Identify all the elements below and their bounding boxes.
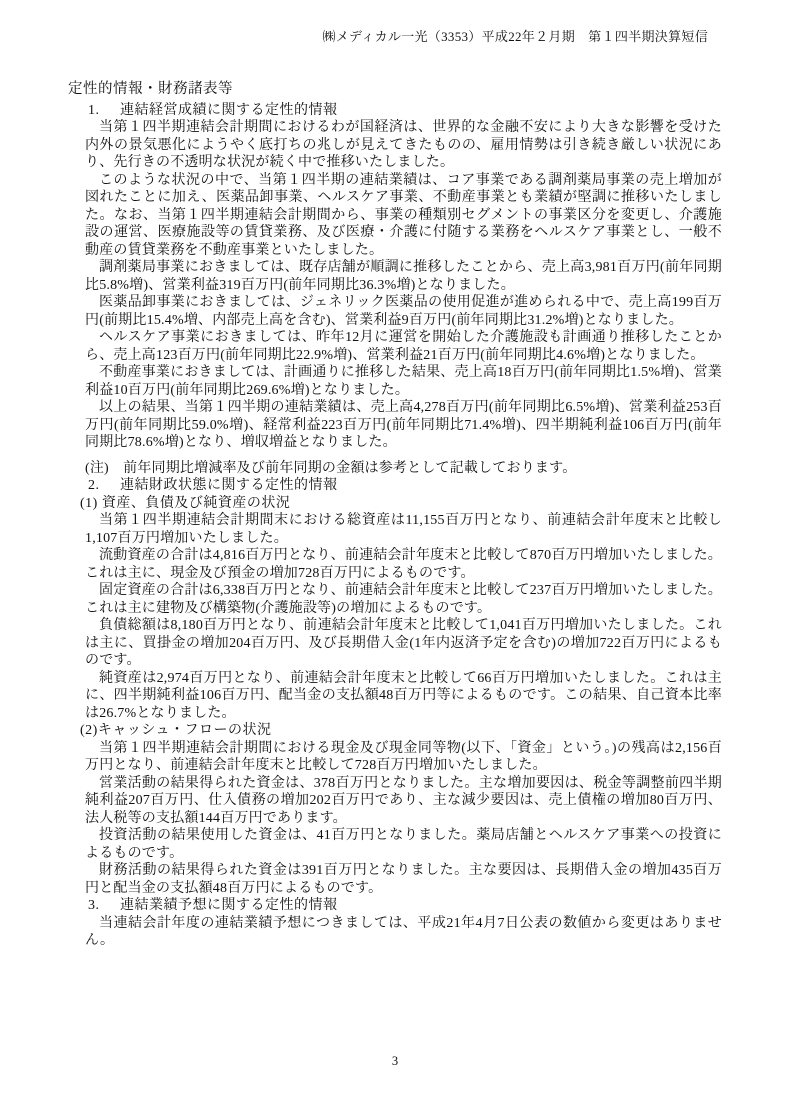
paragraph: 流動資産の合計は4,816百万円となり、前連結会計年度末と比較して870百万円増加いたしました。これは主に、現金及び預金の増加728百万円によるものです。 [85,548,722,581]
section-qualitative-financial-position [68,477,722,897]
section-qualitative-earnings-forecast [68,897,722,950]
page-number: 3 [391,1053,399,1068]
section-2-number: 2. [88,478,100,493]
section-qualitative-operating-results [68,102,722,478]
section-1-title: 連結経営成績に関する定性的情報 [120,102,338,118]
section-3-body [85,915,722,950]
paragraph: 財務活動の結果得られた資金は391百万円となりました。主な要因は、長期借入金の増加435百万円と配当金の支払額48百万円によるものです。 [85,863,722,896]
section-1-body [85,119,722,477]
paragraph: 調剤薬局事業におきましては、既存店舗が順調に推移したことから、売上高3,981百万円(前年同期比5.8%増)、営業利益319百万円(前年同期比36.3%増)となりました。 [85,260,722,293]
paragraph: 当第１四半期連結会計期間末における総資産は11,155百万円となり、前連結会計年度末と比較し1,107百万円増加いたしました。 [85,513,722,546]
paragraph: このような状況の中で、当第１四半期の連結業績は、コア事業である調剤薬局事業の売上増加が図れたことに加え、医薬品卸事業、ヘルスケア事業、不動産事業とも業績が堅調に推移いたしました。なお、当第１四半期連結会計期間から、事業の種類別セグメントの事業区分を変更し、介護施設の運営、医療施設等の賃貸業務、及び医療・介護に付随する業務をヘルスケア事業とし、一般不動産の賃貸業務を不動産事業といたしました。 [85,172,722,258]
paragraph: 以上の結果、当第１四半期の連結業績は、売上高4,278百万円(前年同期比6.5%増)、営業利益253百万円(前年同期比59.0%増)、経常利益223百万円(前年同期比71.4%増)、四半期純利益106百万円(前年同期比78.6%増)となり、増収増益となりました。 [85,400,722,450]
section-1-heading [88,102,722,120]
subsection-2-body [85,740,722,898]
subsection-1-body [85,512,722,722]
paragraph: 投資活動の結果使用した資金は、41百万円となりました。薬局店舗とヘルスケア事業への投資によるものです。 [85,828,722,861]
paragraph: 当第１四半期連結会計期間におけるわが国経済は、世界的な金融不安により大きな影響を受けた内外の景気悪化にようやく底打ちの兆しが見えてきたものの、雇用情勢は引き続き厳しい状況にあり、先行きの不透明な状況が続く中で推移いたしました。 [85,120,722,170]
subsection-assets-liabilities-net-assets [68,495,722,723]
section-2-heading [88,477,722,495]
paragraph: 当連結会計年度の連結業績予想につきましては、平成21年4月7日公表の数値から変更はありません。 [85,915,722,948]
paragraph: 医薬品卸事業におきましては、ジェネリック医薬品の使用促進が進められる中で、売上高199百万円(前期比15.4%増、内部売上高を含む)、営業利益9百万円(前年同期比31.2%増)となりました。 [85,295,722,328]
footnote: (注) 前年同期比増減率及び前年同期の金額は参考として記載しております。 [85,460,577,476]
subsection-1-heading: (1) 資産、負債及び純資産の状況 [80,495,291,511]
paragraph: 営業活動の結果得られた資金は、378百万円となりました。主な増加要因は、税金等調整前四半期純利益207百万円、仕入債務の増加202百万円であり、主な減少要因は、売上債権の増加80百万円、法人税等の支払額144百万円であります。 [85,775,722,826]
section-2-title: 連結財政状態に関する定性的情報 [120,478,338,493]
section-3-heading [88,897,722,915]
page-header: ㈱メディカル一光（3353）平成22年２月期 第１四半期決算短信 [322,29,708,44]
subsection-2-heading: (2)キャッシュ・フローの状況 [80,723,272,738]
doc-title: 定性的情報・財務諸表等 [68,81,233,97]
paragraph: ヘルスケア事業におきましては、昨年12月に運営を開始した介護施設も計画通り推移したことから、売上高123百万円(前年同期比22.9%増)、営業利益21百万円(前年同期比4.6%増)となりました。 [85,330,722,363]
paragraph: 不動産事業におきましては、計画通りに推移した結果、売上高18百万円(前年同期比1.5%増)、営業利益10百万円(前年同期比269.6%増)となりました。 [85,365,722,398]
paragraph: 純資産は2,974百万円となり、前連結会計年度末と比較して66百万円増加いたしました。これは主に、四半期純利益106百万円、配当金の支払額48百万円等によるものです。この結果、自己資本比率は26.7%となりました。 [85,670,722,721]
section-1-number: 1. [88,102,100,118]
paragraph: 固定資産の合計は6,338百万円となり、前連結会計年度末と比較して237百万円増加いたしました。これは主に建物及び構築物(介護施設等)の増加によるものです。 [85,583,722,616]
paragraph: 当第１四半期連結会計期間における現金及び現金同等物(以下、「資金」という。)の残高は2,156百万円となり、前連結会計年度末と比較して728百万円増加いたしました。 [85,740,722,773]
subsection-cash-flow [68,722,722,897]
section-3-title: 連結業績予想に関する定性的情報 [120,898,338,913]
paragraph: 負債総額は8,180百万円となり、前連結会計年度末と比較して1,041百万円増加いたしました。これは主に、買掛金の増加204百万円、及び長期借入金(1年内返済予定を含む)の増加722百万円によるものです。 [85,618,722,668]
section-3-number: 3. [88,898,100,913]
